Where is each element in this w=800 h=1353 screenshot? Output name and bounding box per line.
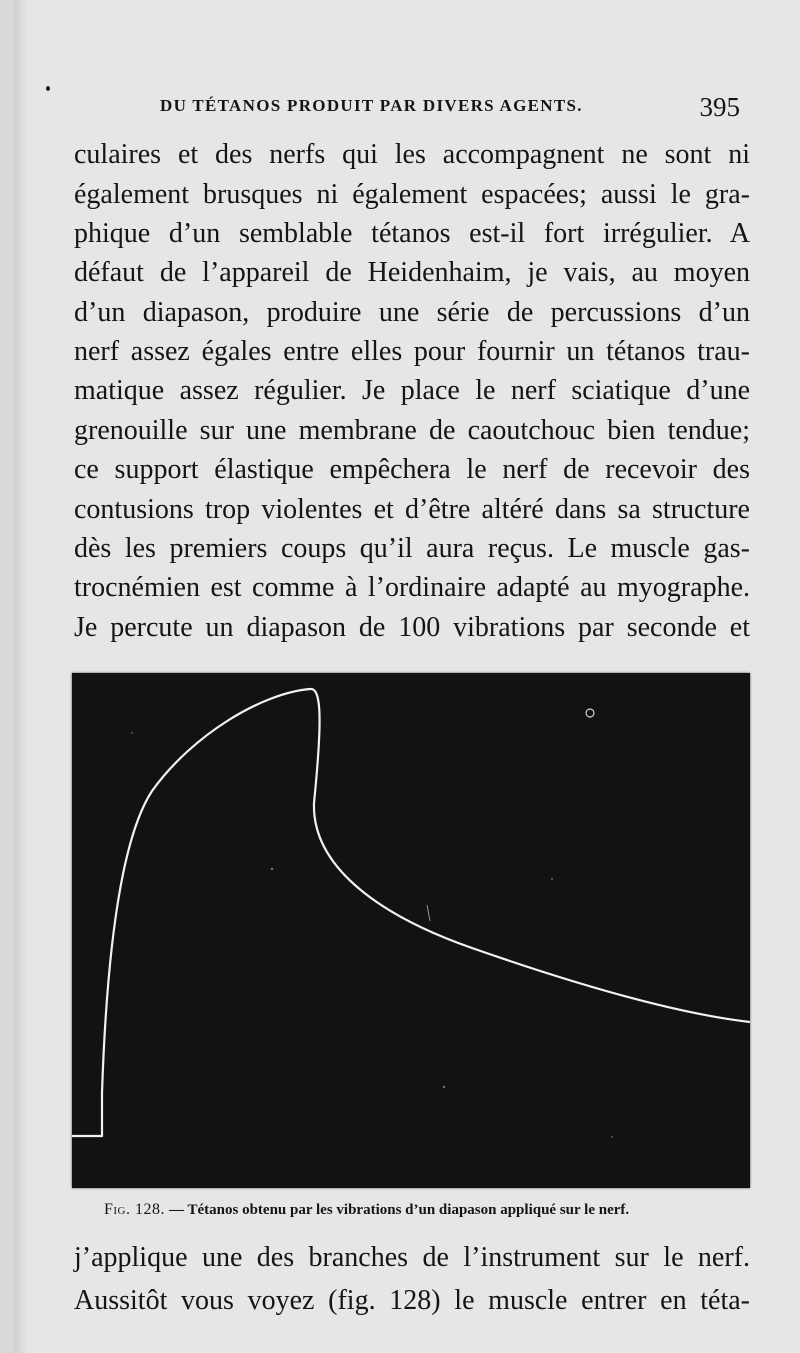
plate-speck: [131, 732, 133, 734]
myograph-figure: [72, 673, 750, 1188]
tetanus-trace-plate: [72, 673, 750, 1188]
plate-speck: [271, 868, 273, 870]
text-line: également brusques ni également espacées; aussi le gra-: [74, 179, 750, 210]
plate-speck: [443, 1086, 445, 1088]
ink-speck: [46, 86, 50, 91]
text-line: défaut de l’appareil de Heidenhaim, je vais, au moyen: [74, 257, 750, 288]
figure-label: Fig. 128.: [104, 1201, 166, 1218]
figure-caption-text: — Tétanos obtenu par les vibrations d’un diapason appliqué sur le nerf.: [169, 1202, 630, 1218]
text-line: dès les premiers coups qu’il aura reçus. Le muscle gas-: [74, 533, 750, 564]
text-line: trocnémien est comme à l’ordinaire adapté au myographe.: [74, 572, 750, 603]
text-line: Aussitôt vous voyez (fig. 128) le muscle entrer en téta-: [74, 1285, 750, 1316]
text-line: ce support élastique empêchera le nerf de recevoir des: [74, 454, 750, 485]
text-line: j’applique une des branches de l’instrument sur le nerf.: [74, 1242, 750, 1273]
figure-caption: [104, 1198, 724, 1222]
text-line: culaires et des nerfs qui les accompagnent ne sont ni: [74, 139, 750, 170]
text-line: matique assez régulier. Je place le nerf sciatique d’une: [74, 375, 750, 406]
running-title: DU TÉTANOS PRODUIT PAR DIVERS AGENTS.: [160, 96, 583, 115]
text-line: d’un diapason, produire une série de percussions d’un: [74, 297, 750, 328]
running-head: [160, 92, 740, 122]
page-number: 395: [699, 92, 740, 122]
plate-speck: [611, 1136, 613, 1138]
text-line: Je percute un diapason de 100 vibrations par seconde et: [74, 612, 750, 643]
plate-speck: [551, 878, 553, 880]
text-line: nerf assez égales entre elles pour fournir un tétanos trau-: [74, 336, 750, 367]
text-line: phique d’un semblable tétanos est-il fort irrégulier. A: [74, 218, 750, 249]
text-line: grenouille sur une membrane de caoutchouc bien tendue;: [74, 415, 750, 446]
text-line: contusions trop violentes et d’être altéré dans sa structure: [74, 494, 750, 525]
